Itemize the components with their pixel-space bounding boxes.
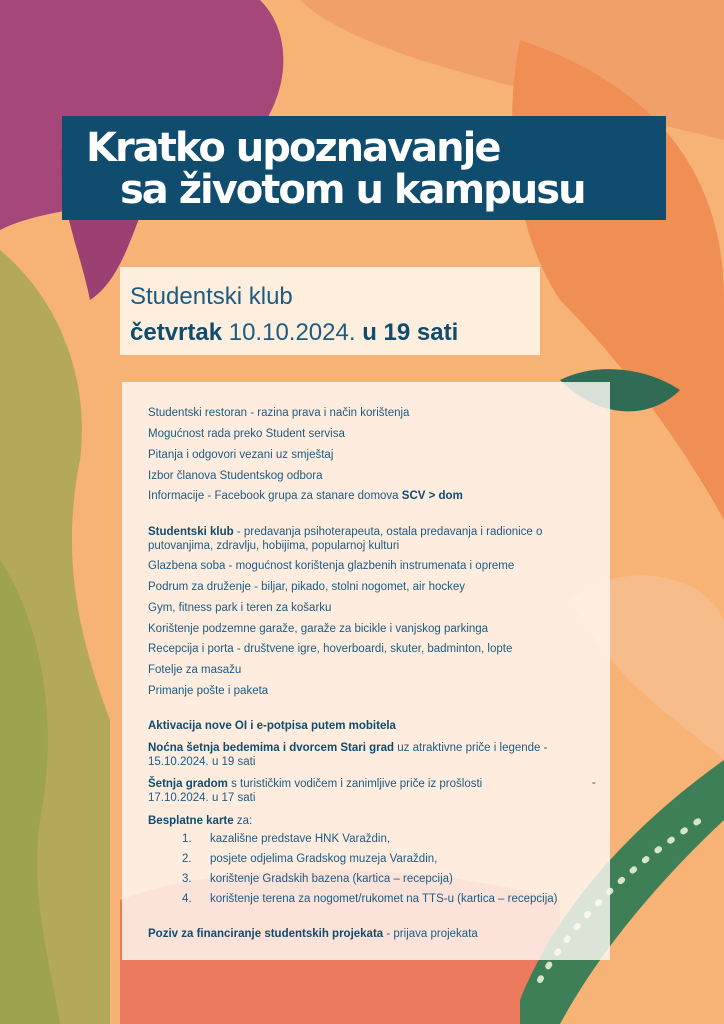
list-item: Podrum za druženje - biljar, pikado, stolni nogomet, air hockey <box>148 581 466 593</box>
club-text: - predavanja psihoterapeuta, ostala predavanja i radionice o putovanjima, zdravlju, hobijima, popularnoj kulturi <box>148 526 543 552</box>
ticket-number: 4. <box>182 893 192 905</box>
ticket-text: korištenje terena za nogomet/rukomet na TTS-u (kartica – recepcija) <box>210 893 558 905</box>
city-walk-dash: - <box>592 777 596 789</box>
list-item: Recepcija i porta - društvene igre, hoverboardi, skuter, badminton, lopte <box>148 643 513 655</box>
city-walk-text: s turističkim vodičem i zanimljive priče iz prošlosti <box>227 778 483 790</box>
funding-text: - prijava projekata <box>383 928 478 940</box>
info-link: SCV > dom <box>401 490 463 502</box>
list-item: Pitanja i odgovori vezani uz smještaj <box>148 449 334 461</box>
event-info-box <box>120 267 540 355</box>
title-banner <box>62 116 666 220</box>
activation-item <box>148 719 596 733</box>
event-time: u 19 sati <box>362 319 459 346</box>
list-item-club <box>148 525 596 553</box>
ticket-number: 2. <box>182 853 192 865</box>
list-item: Izbor članova Studentskog odbora <box>148 470 323 482</box>
funding-title: Poziv za financiranje studentskih projekata <box>148 928 384 940</box>
list-item: Studentski restoran - razina prava i način korištenja <box>148 407 410 419</box>
event-venue: Studentski klub <box>130 283 293 310</box>
city-walk-item <box>148 777 568 791</box>
event-day: četvrtak <box>130 319 223 346</box>
ticket-number: 1. <box>182 833 192 845</box>
title-line-1: Kratko upoznavanje <box>86 125 500 171</box>
program-list-box <box>122 382 610 960</box>
funding-item <box>148 927 596 941</box>
city-walk-title: Šetnja gradom <box>148 778 228 790</box>
ticket-text: korištenje Gradskih bazena (kartica – recepcija) <box>210 873 453 885</box>
list-item: Primanje pošte i paketa <box>148 685 269 697</box>
list-item: Gym, fitness park i teren za košarku <box>148 602 332 614</box>
ticket-text: posjete odjelima Gradskog muzeja Varaždin, <box>210 853 438 865</box>
city-walk-date: 17.10.2024. u 17 sati <box>148 792 256 804</box>
tickets-text: za: <box>233 815 253 827</box>
tickets-item <box>148 814 596 828</box>
title-line-2: sa životom u kampusu <box>120 167 585 213</box>
list-item: Mogućnost rada preko Student servisa <box>148 428 345 440</box>
tickets-title: Besplatne karte <box>148 815 234 827</box>
night-walk-item <box>148 741 596 769</box>
club-title: Studentski klub <box>148 526 234 538</box>
info-text: Informacije - Facebook grupa za stanare domova <box>148 490 402 502</box>
ticket-number: 3. <box>182 873 192 885</box>
list-item-info <box>148 489 596 503</box>
event-date: 10.10.2024. <box>228 319 356 346</box>
event-datetime <box>130 319 458 347</box>
list-item: Fotelje za masažu <box>148 664 242 676</box>
list-item: Glazbena soba - mogućnost korištenja glazbenih instrumenata i opreme <box>148 560 515 572</box>
list-item: Korištenje podzemne garaže, garaže za bicikle i vanjskog parkinga <box>148 623 489 635</box>
ticket-text: kazališne predstave HNK Varaždin, <box>210 833 391 845</box>
night-walk-text: uz atraktivne priče i legende - 15.10.2024. u 19 sati <box>148 742 548 768</box>
activation-text: Aktivacija nove OI i e-potpisa putem mobitela <box>148 720 396 732</box>
night-walk-title: Noćna šetnja bedemima i dvorcem Stari grad <box>148 742 395 754</box>
